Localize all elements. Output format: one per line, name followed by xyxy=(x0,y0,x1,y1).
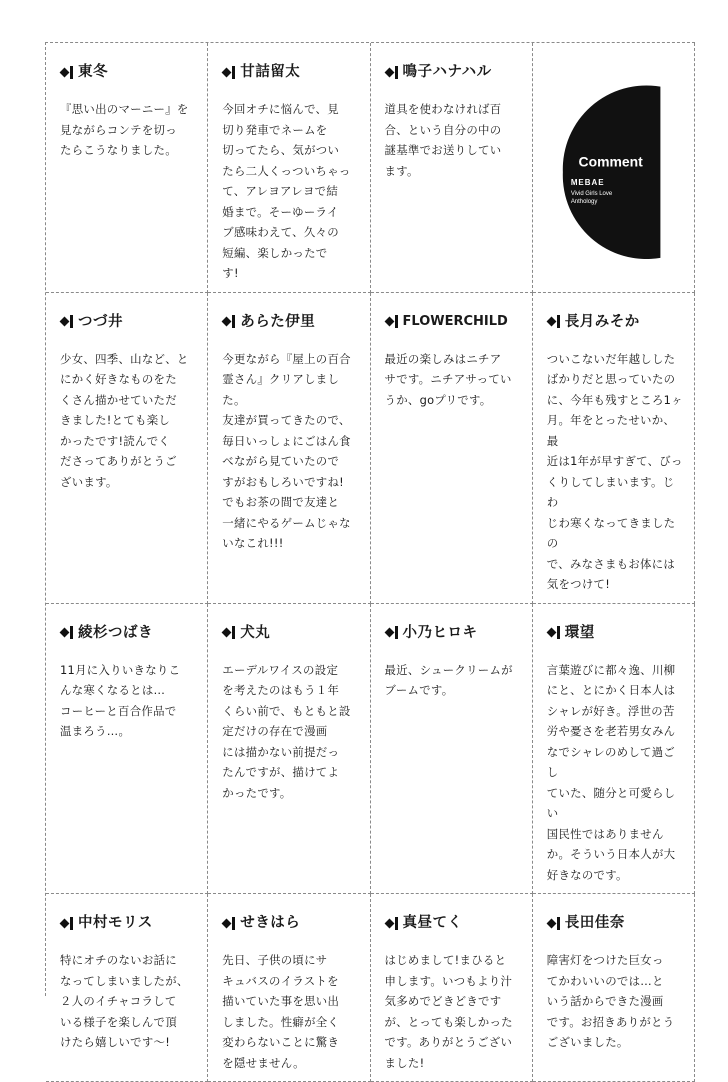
diamond-icon xyxy=(60,628,70,638)
author-name: 東冬 xyxy=(60,63,197,81)
bar-icon xyxy=(70,315,73,328)
comment-grid xyxy=(45,42,695,1070)
diamond-icon xyxy=(60,918,70,928)
comment-cell xyxy=(208,894,370,1082)
comment-text: 言葉遊びに都々逸、川柳 にと、とにかく日本人は シャレが好き。浮世の苦 労や憂さを老若男女みん なでシャレのめして過ごし ていた、随分と可愛らしい 国民性ではありません か。そういう日本人が大 好きなのです。 xyxy=(546,662,676,882)
diamond-icon xyxy=(384,67,394,77)
comment-text: 障害灯をつけた巨女っ てかわいいのでは…と いう話からできた漫画 です。お招きありがとう ございました。 xyxy=(546,953,675,1049)
diamond-icon xyxy=(222,628,232,638)
author-name: 鳴子ハナハル xyxy=(385,63,522,81)
author-name: あらた伊里 xyxy=(222,313,359,331)
comment-cell xyxy=(371,43,533,293)
logo-shape xyxy=(563,85,661,259)
comment-cell xyxy=(533,604,695,895)
comment-logo xyxy=(533,43,694,292)
comment-cell xyxy=(46,604,208,895)
diamond-icon xyxy=(546,918,556,928)
author-name: 真昼てく xyxy=(385,914,522,932)
comment-cell xyxy=(208,604,370,895)
comment-text: 特にオチのないお話に なってしまいましたが、 ２人のイチャコラして いる様子を楽しんで頂 けたら嬉しいです〜! xyxy=(60,953,189,1049)
diamond-icon xyxy=(546,317,556,327)
comment-cell xyxy=(208,293,370,604)
comment-text: 11月に入りいきなりこ んな寒くなるとは… コーヒーと百合作品で 温まろう…。 xyxy=(60,662,181,738)
diamond-icon xyxy=(546,628,556,638)
author-name: 長月みそか xyxy=(547,313,684,331)
logo-line3: Anthology xyxy=(570,199,598,206)
comment-text: 今更ながら『屋上の百合 霊さん』クリアしました。 友達が買ってきたので、 毎日いっしょにごはん食 べながら見ていたので すがおもしろいですね! でもお茶の間で友達と 一緒にやるゲームじゃな いなこれ!!! xyxy=(222,351,351,550)
comment-text: 今回オチに悩んで、見 切り発車でネームを 切ってたら、気がつい たら二人くっついちゃっ て、アレヨアレヨで結 婚まで。そーゆーライ ブ感味わえて、久々の 短編、楽しかったで す! xyxy=(222,102,351,280)
bar-icon xyxy=(395,315,398,328)
comment-text: はじめまして!まひると 申します。いつもより汁 気多めでどきどきです が、とっても楽しかった です。ありがとうござい ました! xyxy=(384,953,513,1070)
bar-icon xyxy=(70,626,73,639)
author-name: 環望 xyxy=(547,624,684,642)
bar-icon xyxy=(70,66,73,79)
bar-icon xyxy=(395,626,398,639)
author-name: 長田佳奈 xyxy=(547,914,684,932)
logo-line1: MEBAE xyxy=(570,178,605,188)
diamond-icon xyxy=(384,317,394,327)
comment-cell xyxy=(46,293,208,604)
diamond-icon xyxy=(60,67,70,77)
diamond-icon xyxy=(222,918,232,928)
diamond-icon xyxy=(384,628,394,638)
comment-cell xyxy=(371,604,533,895)
comment-cell xyxy=(533,293,695,604)
diamond-icon xyxy=(384,918,394,928)
bar-icon xyxy=(557,626,560,639)
diamond-icon xyxy=(222,67,232,77)
comment-text: エーデルワイスの設定 を考えたのはもう１年 くらい前で、もともと設 定だけの存在で漫画 には描かない前提だっ たんですが、描けてよ かったです。 xyxy=(222,662,351,800)
logo-title: Comment xyxy=(578,153,643,170)
comment-text: 道具を使わなければ百 合、という自分の中の 謎基準でお送りしてい ます。 xyxy=(384,102,502,178)
comment-cell xyxy=(371,293,533,604)
logo-line2: Vivid Girls Love xyxy=(570,191,612,198)
bar-icon xyxy=(232,626,235,639)
author-name: せきはら xyxy=(222,914,359,932)
comment-cell xyxy=(533,894,695,1082)
bar-icon xyxy=(557,315,560,328)
bar-icon xyxy=(232,917,235,930)
comment-text: 最近の楽しみはニチア サです。ニチアサってい うか、goプリです。 xyxy=(384,351,512,407)
author-name: FLOWERCHILD xyxy=(385,313,522,331)
comment-text: 少女、四季、山など、と にかく好きなものをた くさん描かせていただ きました!とても楽し かったです!読んでく ださってありがとうご ざいます。 xyxy=(60,351,189,489)
diamond-icon xyxy=(222,317,232,327)
bar-icon xyxy=(70,917,73,930)
bar-icon xyxy=(232,315,235,328)
bar-icon xyxy=(557,917,560,930)
author-name: 綾杉つばき xyxy=(60,624,197,642)
comment-text: ついこないだ年越しした ばかりだと思っていたの に、今年も残すところ1ヶ 月。年をとったせいか、最 近は1年が早すぎて、びっ くりしてしまいます。じわ じわ寒くなってきましたの で、みなさまもお体には 気をつけて! xyxy=(546,351,683,591)
bar-icon xyxy=(232,66,235,79)
author-name: 中村モリス xyxy=(60,914,197,932)
author-name: 甘詰留太 xyxy=(222,63,359,81)
author-name: 小乃ヒロキ xyxy=(385,624,522,642)
diamond-icon xyxy=(60,317,70,327)
comment-text: 最近、シュークリームが ブームです。 xyxy=(384,662,513,697)
comment-text: 先日、子供の頃にサ キュバスのイラストを 描いていた事を思い出 しました。性癖が全く 変わらないことに驚き を隠せません。 xyxy=(222,953,340,1070)
author-name: 犬丸 xyxy=(222,624,359,642)
comment-cell xyxy=(371,894,533,1082)
comment-cell xyxy=(46,894,208,1082)
author-name: つづ井 xyxy=(60,313,197,331)
comment-cell xyxy=(208,43,370,293)
comment-text: 『思い出のマーニー』を 見ながらコンテを切っ たらこうなりました。 xyxy=(60,102,189,157)
comment-cell xyxy=(46,43,208,293)
comment-logo-cell xyxy=(533,43,695,293)
